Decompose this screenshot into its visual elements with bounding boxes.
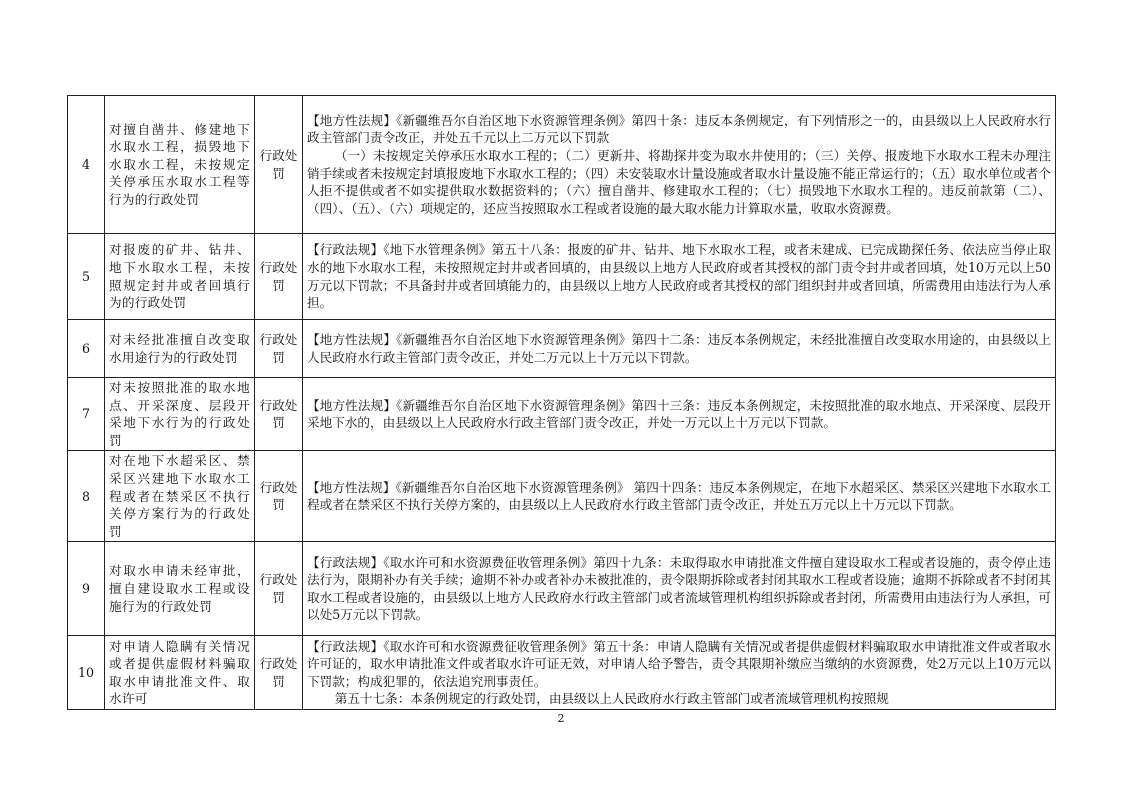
regulation-table	[67, 95, 1056, 710]
legal-basis-paragraph: 【地方性法规】《新疆维吾尔自治区地下水资源管理条例》第四十三条：违反本条例规定，未按照批准的取水地点、开采深度、层段开采地下水的，由县级以上人民政府水行政主管部门责令改正，并处一万元以上十万元以下罚款。	[307, 397, 1051, 431]
legal-basis-paragraph: 【行政法规】《取水许可和水资源费征收管理条例》第五十条：申请人隐瞒有关情况或者提供虚假材料骗取取水申请批准文件或者取水许可证的，取水申请批准文件或者取水许可证无效，对申请人给予警告，责令其限期补缴应当缴纳的水资源费，处2万元以上10万元以下罚款；构成犯罪的，依法追究刑事责任。	[307, 638, 1051, 689]
penalty-item-name: 对擅自凿井、修建地下水取水工程，损毁地下水取水工程，未按规定关停承压水取水工程等行为的行政处罚	[105, 96, 255, 234]
row-number: 8	[68, 451, 105, 542]
legal-basis-paragraph: 【地方性法规】《新疆维吾尔自治区地下水资源管理条例》 第四十四条：违反本条例规定，在地下水超采区、禁采区兴建地下水取水工程或者在禁采区不执行关停方案的，由县级以上人民政府水行政主管部门责令改正，并处五万元以上十万元以下罚款。	[307, 479, 1051, 513]
penalty-type: 行政处罚	[255, 542, 303, 636]
penalty-item-name: 对未按照批准的取水地点、开采深度、层段开采地下水行为的行政处罚	[105, 378, 255, 451]
legal-basis	[303, 320, 1056, 378]
legal-basis	[303, 542, 1056, 636]
page-number: 2	[557, 712, 565, 725]
penalty-type: 行政处罚	[255, 96, 303, 234]
table-row	[68, 96, 1056, 234]
legal-basis-paragraph: （一）未按规定关停承压水取水工程的；（二）更新井、将勘探井变为取水井使用的；（三）关停、报废地下水取水工程未办理注销手续或者未按规定封填报废地下水取水工程的；（四）未安装取水计量设施或者取水计量设施不能正常运行的；（五）取水单位或者个人拒不提供或者不如实提供取水数据资料的；（六）擅自凿井、修建取水工程的；（七）损毁地下水取水工程的。违反前款第（二）、（四）、（五）、（六）项规定的，还应当按照取水工程或者设施的最大取水能力计算取水量，收取水资源费。	[307, 147, 1051, 216]
table-row	[68, 320, 1056, 378]
legal-basis	[303, 636, 1056, 710]
legal-basis	[303, 234, 1056, 320]
penalty-type: 行政处罚	[255, 320, 303, 378]
penalty-item-name: 对申请人隐瞒有关情况或者提供虚假材料骗取取水申请批准文件、取水许可	[105, 636, 255, 710]
penalty-type: 行政处罚	[255, 234, 303, 320]
legal-basis	[303, 96, 1056, 234]
penalty-item-name: 对未经批准擅自改变取水用途行为的行政处罚	[105, 320, 255, 378]
legal-basis-paragraph: 【行政法规】《取水许可和水资源费征收管理条例》第四十九条：未取得取水申请批准文件擅自建设取水工程或者设施的，责令停止违法行为，限期补办有关手续；逾期不补办或者补办未被批准的，责令限期拆除或者封闭其取水工程或者设施；逾期不拆除或者不封闭其取水工程或者设施的，由县级以上地方人民政府水行政主管部门或者流域管理机构组织拆除或者封闭，所需费用由违法行为人承担，可以处5万元以下罚款。	[307, 554, 1051, 623]
row-number: 7	[68, 378, 105, 451]
legal-basis-paragraph: 【地方性法规】《新疆维吾尔自治区地下水资源管理条例》第四十条：违反本条例规定，有下列情形之一的，由县级以上人民政府水行政主管部门责令改正，并处五千元以上二万元以下罚款	[307, 112, 1051, 146]
penalty-type: 行政处罚	[255, 378, 303, 451]
table-row	[68, 542, 1056, 636]
penalty-type: 行政处罚	[255, 636, 303, 710]
legal-basis-paragraph: 【行政法规】《地下水管理条例》第五十八条：报废的矿井、钻井、地下水取水工程，或者未建成、已完成勘探任务、依法应当停止取水的地下水取水工程，未按照规定封井或者回填的，由县级以上地方人民政府或者其授权的部门责令封井或者回填，处10万元以上50万元以下罚款；不具备封井或者回填能力的，由县级以上地方人民政府或者其授权的部门组织封井或者回填，所需费用由违法行为人承担。	[307, 242, 1051, 311]
legal-basis-paragraph: 【地方性法规】《新疆维吾尔自治区地下水资源管理条例》第四十二条：违反本条例规定，未经批准擅自改变取水用途的，由县级以上人民政府水行政主管部门责令改正，并处二万元以上十万元以下罚款。	[307, 331, 1051, 365]
regulation-table-body	[68, 96, 1056, 710]
row-number: 4	[68, 96, 105, 234]
table-row	[68, 451, 1056, 542]
table-row	[68, 636, 1056, 710]
legal-basis	[303, 451, 1056, 542]
legal-basis	[303, 378, 1056, 451]
row-number: 5	[68, 234, 105, 320]
penalty-item-name: 对取水申请未经审批，擅自建设取水工程或设施行为的行政处罚	[105, 542, 255, 636]
row-number: 6	[68, 320, 105, 378]
table-row	[68, 378, 1056, 451]
penalty-type: 行政处罚	[255, 451, 303, 542]
table-row	[68, 234, 1056, 320]
penalty-item-name: 对报废的矿井、钻井、地下水取水工程，未按照规定封井或者回填行为的行政处罚	[105, 234, 255, 320]
penalty-item-name: 对在地下水超采区、禁采区兴建地下水取水工程或者在禁采区不执行关停方案行为的行政处罚	[105, 451, 255, 542]
legal-basis-paragraph: 第五十七条：本条例规定的行政处罚，由县级以上人民政府水行政主管部门或者流域管理机构按照规	[334, 691, 889, 707]
row-number: 9	[68, 542, 105, 636]
row-number: 10	[68, 636, 105, 710]
